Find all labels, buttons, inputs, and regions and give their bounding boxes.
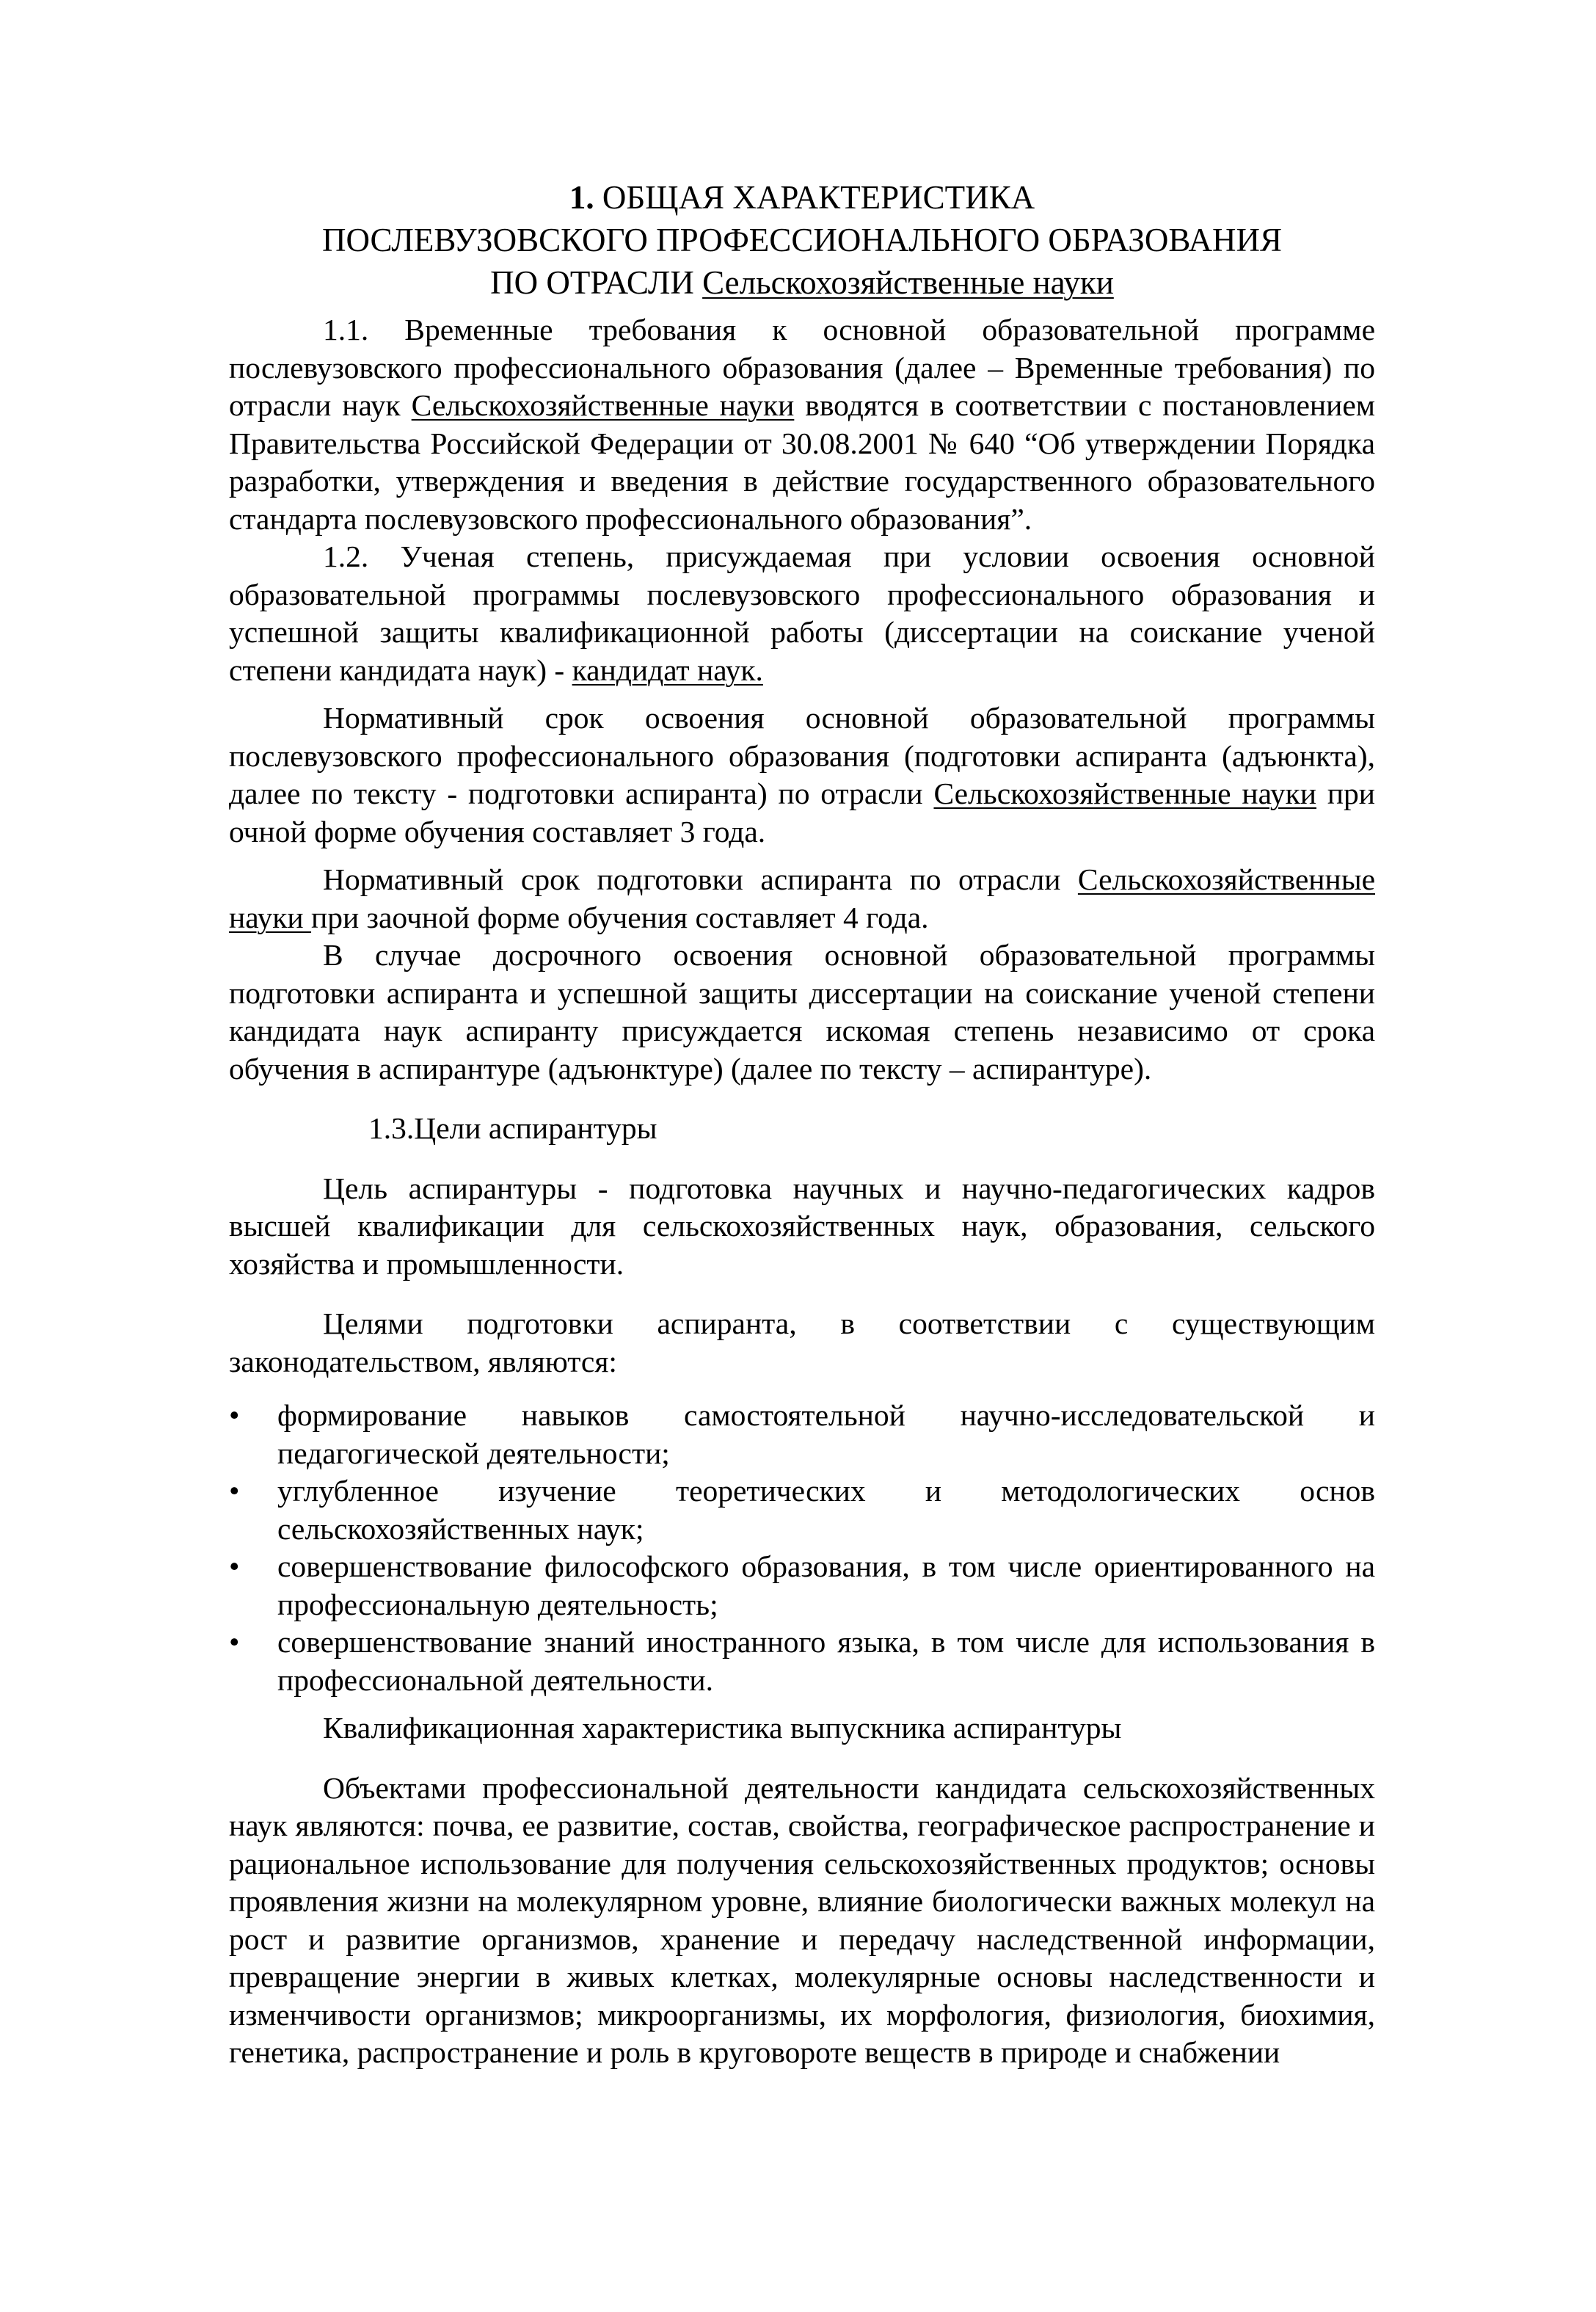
paragraph-1-1-field: Сельскохозяйственные науки [411,388,795,422]
normative-part-time-after: при заочной форме обучения составляет 4 года. [311,900,929,934]
title-line-3 [229,261,1375,304]
list-item: • совершенствование знаний иностранного языка, в том числе для использования в профессиональной деятельности. [229,1624,1375,1699]
list-item: • формирование навыков самостоятельной научно-исследовательской и педагогической деятельности; [229,1397,1375,1472]
paragraph-early-completion: В случае досрочного освоения основной образовательной программы подготовки аспиранта и успешной защиты диссертации на соискание ученой степени кандидата наук аспиранту присуждается искомая степень независимо от срока обучения в аспирантуре (адъюнктуре) (далее по тексту – аспирантуре). [229,938,1375,1086]
normative-part-time-field: Сельскохозяйственные науки [229,862,1375,934]
normative-full-time-after: при очной форме обучения составляет 3 года. [229,777,1376,848]
paragraph-objects: Объектами профессиональной деятельности кандидата сельскохозяйственных наук являются: почва, ее развитие, состав, свойства, географическое распространение и рациональное использование для получения сельскохозяйственных продуктов; основы проявления жизни на молекулярном уровне, влияние биологически важных молекул на рост и развитие организмов, хранение и передачу наследственной информации, превращение энергии в живых клетках, молекулярные основы наследственности и изменчивости организмов; микроорганизмы, их морфология, физиология, биохимия, генетика, распространение и роль в круговороте веществ в природе и снабжении [229,1770,1375,2069]
paragraph-goal: Цель аспирантуры - подготовка научных и научно-педагогических кадров высшей квалификации для сельскохозяйственных наук, образования, сельского хозяйства и промышленности. [229,1171,1375,1281]
normative-full-time-before: Нормативный срок освоения основной образовательной программы послевузовского профессионального образования (подготовки аспиранта (адъюнкта), далее по тексту - подготовки аспиранта) по отрасли [229,701,1375,810]
paragraph-1-1-after: вводятся в соответствии с постановлением Правительства Российской Федерации от 30.08.2001 № 640 “Об утверждении Порядка разработки, утверждения и введения в действие государственного образовательного стандарта послевузовского профессионального образования”. [229,388,1376,536]
normative-full-time-field: Сельскохозяйственные науки [933,777,1317,810]
title-line-2: ПОСЛЕВУЗОВСКОГО ПРОФЕССИОНАЛЬНОГО ОБРАЗОВАНИЯ [321,222,1283,258]
paragraph-1-1-before: 1.1. Временные требования к основной образовательной программе послевузовского профессионального образования (далее – Временные требования) по отрасли наук [229,313,1375,422]
section-number: 1. [569,179,594,216]
normative-part-time-before: Нормативный срок подготовки аспиранта по отрасли [323,862,1078,896]
document-page [229,176,1375,2072]
paragraph-goals-intro: Целями подготовки аспиранта, в соответствии с существующим законодательством, являются: [229,1306,1375,1378]
paragraph-1-2 [229,538,1375,689]
paragraph-1-1 [229,311,1375,538]
heading-qualification: Квалификационная характеристика выпускника аспирантуры [323,1711,1122,1745]
title-line-3-prefix: ПО ОТРАСЛИ [490,264,703,301]
paragraph-1-2-degree: кандидат наук. [572,652,763,687]
title-line-1 [229,176,1375,219]
title-field-underlined: Сельскохозяйственные науки [702,264,1114,301]
list-item: • совершенствование философского образования, в том числе ориентированного на профессиональную деятельность; [229,1548,1375,1624]
goals-list [229,1397,1375,1699]
paragraph-normative-full-time [229,699,1375,851]
paragraph-1-2-before: 1.2. Ученая степень, присуждаемая при условии освоения основной образовательной программы послевузовского профессионального образования и успешной защиты квалификационной работы (диссертации на соискание ученой степени кандидата наук) - [229,539,1375,687]
heading-1-3-goals: 1.3.Цели аспирантуры [368,1111,657,1145]
title-line-1-text: ОБЩАЯ ХАРАКТЕРИСТИКА [602,179,1035,216]
paragraph-normative-part-time [229,861,1375,937]
list-item: • углубленное изучение теоретических и методологических основ сельскохозяйственных наук; [229,1472,1375,1548]
section-title [229,176,1375,304]
